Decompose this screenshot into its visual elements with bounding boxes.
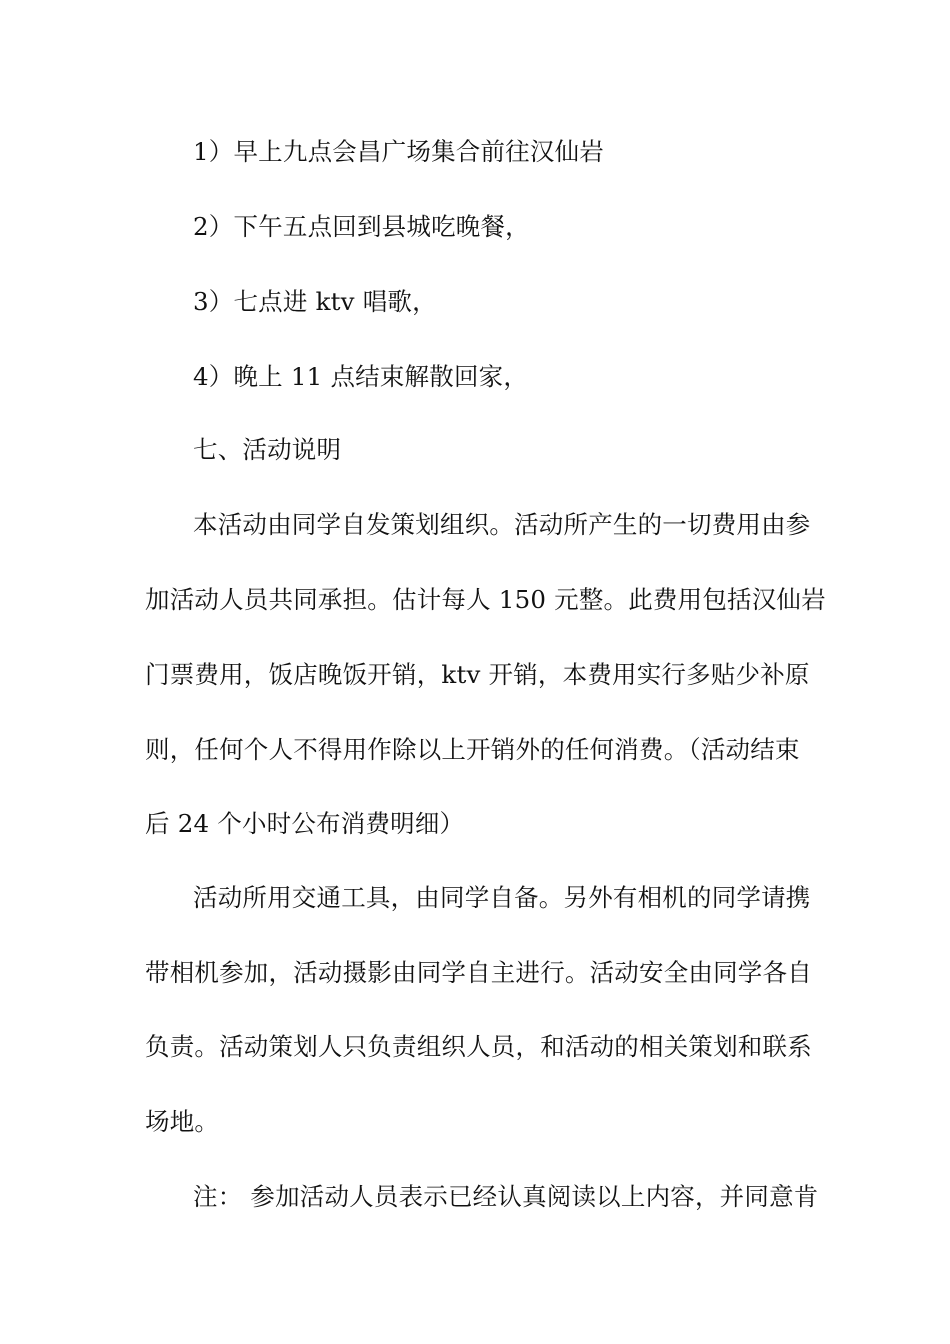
paragraph-line: 负责。活动策划人只负责组织人员，和活动的相关策划和联系 — [145, 1032, 812, 1061]
schedule-item-2: 2）下午五点回到县城吃晚餐， — [193, 212, 530, 241]
paragraph-line: 活动所用交通工具，由同学自备。另外有相机的同学请携 — [193, 883, 811, 912]
paragraph-line: 本活动由同学自发策划组织。活动所产生的一切费用由参 — [193, 510, 811, 539]
section-heading: 七、活动说明 — [193, 435, 342, 464]
schedule-item-4: 4）晚上 11 点结束解散回家， — [193, 362, 529, 391]
paragraph-line: 门票费用，饭店晚饭开销，ktv 开销，本费用实行多贴少补原 — [145, 660, 810, 689]
schedule-item-3: 3）七点进 ktv 唱歌， — [193, 287, 437, 316]
schedule-item-1: 1）早上九点会昌广场集合前往汉仙岩 — [193, 137, 604, 166]
paragraph-line: 带相机参加，活动摄影由同学自主进行。活动安全由同学各自 — [145, 958, 812, 987]
paragraph-line: 场地。 — [145, 1107, 220, 1136]
note-line: 注： 参加活动人员表示已经认真阅读以上内容，并同意肯 — [193, 1182, 819, 1211]
paragraph-line: 则，任何个人不得用作除以上开销外的任何消费。（活动结束 — [145, 735, 800, 764]
paragraph-line: 加活动人员共同承担。估计每人 150 元整。此费用包括汉仙岩 — [145, 585, 826, 614]
paragraph-line: 后 24 个小时公布消费明细） — [145, 809, 465, 838]
